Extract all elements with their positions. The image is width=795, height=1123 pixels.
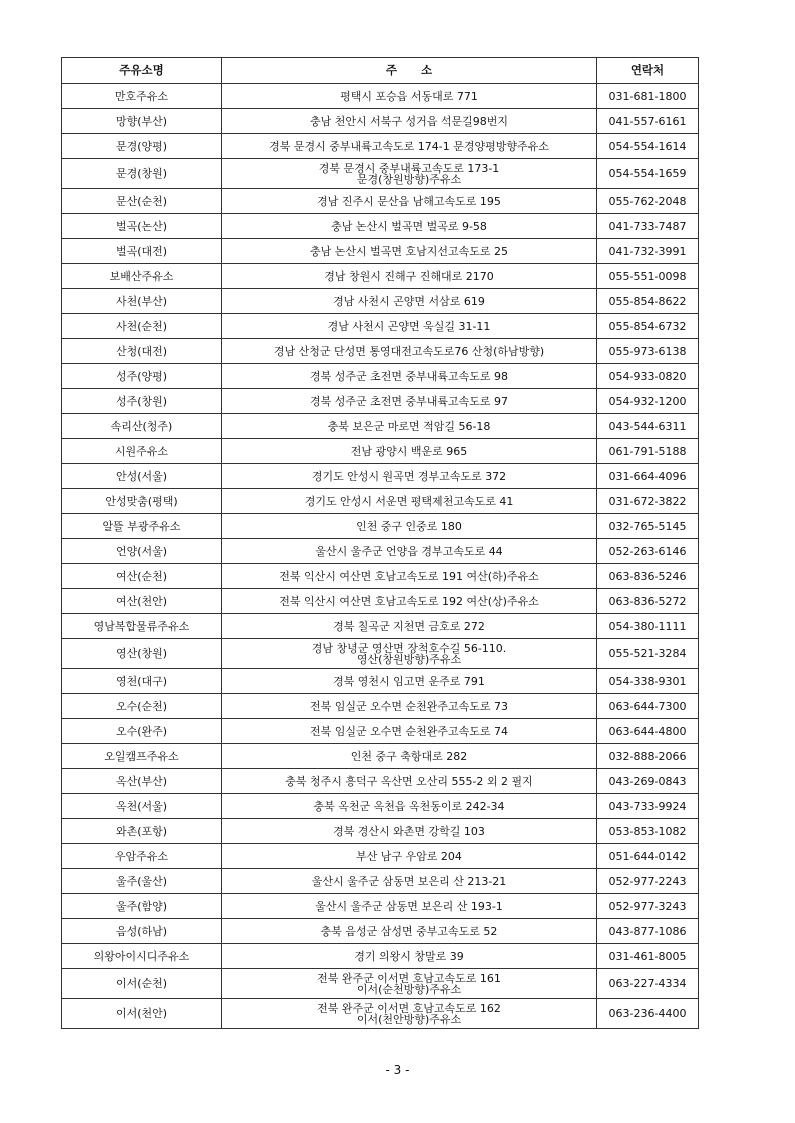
station-name-cell: 알뜰 부광주유소 — [62, 514, 222, 539]
station-name-cell: 시원주유소 — [62, 439, 222, 464]
address-line-1: 충북 옥천군 옥천읍 옥천동이로 242-34 — [313, 799, 505, 813]
address-line-1: 전북 익산시 여산면 호남고속도로 192 여산(상)주유소 — [279, 594, 539, 608]
table-row — [62, 589, 699, 614]
address-line-1: 전북 익산시 여산면 호남고속도로 191 여산(하)주유소 — [279, 569, 539, 583]
address-line-1: 경북 경산시 와촌면 강학길 103 — [333, 824, 485, 838]
address-line-2: 영산(창원방향)주유소 — [356, 652, 462, 666]
address-cell — [222, 189, 597, 214]
table-row — [62, 999, 699, 1029]
phone-cell: 053-853-1082 — [597, 819, 699, 844]
station-name-cell: 언양(서울) — [62, 539, 222, 564]
table-row — [62, 109, 699, 134]
header-phone: 연락처 — [597, 58, 699, 84]
station-name-cell: 와촌(포항) — [62, 819, 222, 844]
table-row — [62, 159, 699, 189]
station-name-cell: 망향(부산) — [62, 109, 222, 134]
address-line-1: 경북 문경시 중부내륙고속도로 174-1 문경양평방향주유소 — [269, 139, 549, 153]
address-line-1: 충남 천안시 서북구 성거읍 석문길98번지 — [310, 114, 508, 128]
address-line-1: 경기도 안성시 원곡면 경부고속도로 372 — [311, 469, 507, 483]
phone-cell: 043-544-6311 — [597, 414, 699, 439]
phone-cell: 063-236-4400 — [597, 999, 699, 1029]
phone-cell: 055-854-8622 — [597, 289, 699, 314]
address-cell — [222, 869, 597, 894]
station-name-cell: 안성맞춤(평택) — [62, 489, 222, 514]
phone-cell: 043-269-0843 — [597, 769, 699, 794]
station-name-cell: 벌곡(대전) — [62, 239, 222, 264]
address-cell — [222, 589, 597, 614]
phone-cell: 041-732-3991 — [597, 239, 699, 264]
address-cell — [222, 614, 597, 639]
address-line-2: 이서(천안방향)주유소 — [356, 1012, 462, 1026]
header-address: 주 소 — [222, 58, 597, 84]
address-cell — [222, 464, 597, 489]
station-name-cell: 음성(하남) — [62, 919, 222, 944]
address-cell — [222, 719, 597, 744]
station-name-cell: 만호주유소 — [62, 84, 222, 109]
station-name-cell: 우암주유소 — [62, 844, 222, 869]
station-name-cell: 울주(함양) — [62, 894, 222, 919]
phone-cell: 031-672-3822 — [597, 489, 699, 514]
station-name-cell: 의왕아이시디주유소 — [62, 944, 222, 969]
station-name-cell: 이서(순천) — [62, 969, 222, 999]
address-line-1: 전남 광양시 백운로 965 — [350, 444, 468, 458]
address-line-1: 전북 완주군 이서면 호남고속도로 161 — [317, 971, 501, 985]
station-name-cell: 영산(창원) — [62, 639, 222, 669]
phone-cell: 032-888-2066 — [597, 744, 699, 769]
table-row — [62, 414, 699, 439]
address-cell — [222, 769, 597, 794]
table-row — [62, 364, 699, 389]
address-line-1: 경남 창녕군 영산면 장척호수길 56-110. — [311, 641, 507, 655]
table-row — [62, 844, 699, 869]
phone-cell: 055-854-6732 — [597, 314, 699, 339]
phone-cell: 055-551-0098 — [597, 264, 699, 289]
address-line-1: 경북 성주군 초전면 중부내륙고속도로 97 — [310, 394, 508, 408]
address-cell — [222, 944, 597, 969]
address-cell — [222, 159, 597, 189]
address-line-1: 경남 창원시 진해구 진해대로 2170 — [324, 269, 494, 283]
table-row — [62, 439, 699, 464]
table-row — [62, 239, 699, 264]
phone-cell: 063-227-4334 — [597, 969, 699, 999]
address-cell — [222, 109, 597, 134]
table-row — [62, 819, 699, 844]
station-name-cell: 여산(천안) — [62, 589, 222, 614]
phone-cell: 063-836-5272 — [597, 589, 699, 614]
table-row — [62, 769, 699, 794]
address-line-2: 문경(창원방향)주유소 — [356, 172, 462, 186]
phone-cell: 054-554-1614 — [597, 134, 699, 159]
station-name-cell: 속리산(청주) — [62, 414, 222, 439]
table-row — [62, 719, 699, 744]
table-row — [62, 489, 699, 514]
phone-cell: 055-973-6138 — [597, 339, 699, 364]
phone-cell: 054-554-1659 — [597, 159, 699, 189]
address-line-1: 전북 임실군 오수면 순천완주고속도로 73 — [310, 699, 508, 713]
address-line-2: 이서(순천방향)주유소 — [356, 982, 462, 996]
table-header-row — [62, 58, 699, 84]
station-name-cell: 사천(순천) — [62, 314, 222, 339]
address-line-1: 인천 중구 축항대로 282 — [350, 749, 468, 763]
phone-cell: 054-933-0820 — [597, 364, 699, 389]
address-line-1: 경북 성주군 초전면 중부내륙고속도로 98 — [310, 369, 508, 383]
address-line-1: 울산시 울주군 삼동면 보은리 산 193-1 — [315, 899, 503, 913]
station-name-cell: 여산(순천) — [62, 564, 222, 589]
address-line-1: 충북 음성군 삼성면 중부고속도로 52 — [320, 924, 498, 938]
station-name-cell: 이서(천안) — [62, 999, 222, 1029]
table-row — [62, 694, 699, 719]
address-line-1: 충남 논산시 벌곡면 호남지선고속도로 25 — [310, 244, 508, 258]
address-cell — [222, 669, 597, 694]
station-name-cell: 산청(대전) — [62, 339, 222, 364]
phone-cell: 032-765-5145 — [597, 514, 699, 539]
address-cell — [222, 289, 597, 314]
address-line-1: 부산 남구 우암로 204 — [356, 849, 462, 863]
table-row — [62, 794, 699, 819]
address-cell — [222, 314, 597, 339]
address-cell — [222, 999, 597, 1029]
table-row — [62, 189, 699, 214]
station-name-cell: 울주(울산) — [62, 869, 222, 894]
address-cell — [222, 439, 597, 464]
table-row — [62, 869, 699, 894]
address-cell — [222, 134, 597, 159]
address-line-1: 경남 산청군 단성면 통영대전고속도로76 산청(하남방향) — [273, 344, 545, 358]
table-row — [62, 919, 699, 944]
address-cell — [222, 794, 597, 819]
phone-cell: 054-338-9301 — [597, 669, 699, 694]
address-line-1: 평택시 포승읍 서동대로 771 — [340, 89, 478, 103]
table-row — [62, 564, 699, 589]
address-line-1: 경남 사천시 곤양면 서삼로 619 — [333, 294, 485, 308]
address-cell — [222, 744, 597, 769]
address-line-1: 전북 완주군 이서면 호남고속도로 162 — [317, 1001, 501, 1015]
station-name-cell: 옥산(부산) — [62, 769, 222, 794]
address-line-1: 충북 보은군 마로면 적암길 56-18 — [327, 419, 491, 433]
phone-cell: 055-762-2048 — [597, 189, 699, 214]
phone-cell: 031-461-8005 — [597, 944, 699, 969]
header-station-name: 주유소명 — [62, 58, 222, 84]
table-row — [62, 314, 699, 339]
address-cell — [222, 514, 597, 539]
phone-cell: 043-877-1086 — [597, 919, 699, 944]
address-line-1: 경남 진주시 문산읍 남해고속도로 195 — [317, 194, 501, 208]
address-cell — [222, 214, 597, 239]
phone-cell: 052-977-3243 — [597, 894, 699, 919]
table-row — [62, 894, 699, 919]
address-line-1: 경북 문경시 중부내륙고속도로 173-1 — [318, 161, 500, 175]
station-name-cell: 사천(부산) — [62, 289, 222, 314]
table-row — [62, 339, 699, 364]
station-name-cell: 문산(순천) — [62, 189, 222, 214]
phone-cell: 063-836-5246 — [597, 564, 699, 589]
address-line-1: 충남 논산시 벌곡면 벌곡로 9-58 — [331, 219, 487, 233]
phone-cell: 054-380-1111 — [597, 614, 699, 639]
phone-cell: 031-681-1800 — [597, 84, 699, 109]
table-row — [62, 264, 699, 289]
table-row — [62, 214, 699, 239]
table-row — [62, 464, 699, 489]
address-line-1: 경기 의왕시 창말로 39 — [354, 949, 464, 963]
phone-cell: 031-664-4096 — [597, 464, 699, 489]
phone-cell: 063-644-7300 — [597, 694, 699, 719]
address-cell — [222, 389, 597, 414]
gas-station-table — [61, 57, 699, 1029]
station-name-cell: 문경(양평) — [62, 134, 222, 159]
phone-cell: 041-557-6161 — [597, 109, 699, 134]
phone-cell: 054-932-1200 — [597, 389, 699, 414]
address-cell — [222, 539, 597, 564]
address-line-1: 울산시 울주군 삼동면 보은리 산 213-21 — [311, 874, 507, 888]
address-line-1: 경남 사천시 곤양면 욱실길 31-11 — [327, 319, 491, 333]
address-cell — [222, 894, 597, 919]
table-row — [62, 289, 699, 314]
page-number: - 3 - — [385, 1063, 410, 1077]
phone-cell: 061-791-5188 — [597, 439, 699, 464]
station-name-cell: 오수(완주) — [62, 719, 222, 744]
phone-cell: 041-733-7487 — [597, 214, 699, 239]
table-row — [62, 539, 699, 564]
address-line-1: 울산시 울주군 언양읍 경부고속도로 44 — [315, 544, 503, 558]
station-name-cell: 오수(순천) — [62, 694, 222, 719]
address-cell — [222, 364, 597, 389]
station-name-cell: 문경(창원) — [62, 159, 222, 189]
table-row — [62, 514, 699, 539]
address-cell — [222, 84, 597, 109]
table-row — [62, 84, 699, 109]
address-line-1: 경북 영천시 임고면 운주로 791 — [333, 674, 485, 688]
station-name-cell: 옥천(서울) — [62, 794, 222, 819]
address-cell — [222, 639, 597, 669]
address-cell — [222, 969, 597, 999]
table-row — [62, 639, 699, 669]
station-name-cell: 보배산주유소 — [62, 264, 222, 289]
address-cell — [222, 489, 597, 514]
address-cell — [222, 819, 597, 844]
table-row — [62, 944, 699, 969]
phone-cell: 055-521-3284 — [597, 639, 699, 669]
station-name-cell: 성주(양평) — [62, 364, 222, 389]
phone-cell: 051-644-0142 — [597, 844, 699, 869]
address-cell — [222, 239, 597, 264]
address-cell — [222, 694, 597, 719]
station-name-cell: 벌곡(논산) — [62, 214, 222, 239]
table-row — [62, 969, 699, 999]
table-row — [62, 134, 699, 159]
table-row — [62, 744, 699, 769]
table-row — [62, 669, 699, 694]
address-line-1: 경기도 안성시 서운면 평택제천고속도로 41 — [304, 494, 514, 508]
address-line-1: 충북 청주시 흥덕구 옥산면 오산리 555-2 외 2 필지 — [285, 774, 533, 788]
address-line-1: 경북 칠곡군 지천면 금호로 272 — [333, 619, 485, 633]
station-name-cell: 영천(대구) — [62, 669, 222, 694]
phone-cell: 052-263-6146 — [597, 539, 699, 564]
address-cell — [222, 414, 597, 439]
station-name-cell: 성주(창원) — [62, 389, 222, 414]
station-name-cell: 영남복합물류주유소 — [62, 614, 222, 639]
phone-cell: 052-977-2243 — [597, 869, 699, 894]
table-row — [62, 389, 699, 414]
phone-cell: 043-733-9924 — [597, 794, 699, 819]
address-cell — [222, 919, 597, 944]
table-row — [62, 614, 699, 639]
address-line-1: 인천 중구 인중로 180 — [356, 519, 462, 533]
station-name-cell: 안성(서울) — [62, 464, 222, 489]
phone-cell: 063-644-4800 — [597, 719, 699, 744]
address-cell — [222, 264, 597, 289]
station-name-cell: 오일캠프주유소 — [62, 744, 222, 769]
address-cell — [222, 339, 597, 364]
address-line-1: 전북 임실군 오수면 순천완주고속도로 74 — [310, 724, 508, 738]
address-cell — [222, 844, 597, 869]
address-cell — [222, 564, 597, 589]
